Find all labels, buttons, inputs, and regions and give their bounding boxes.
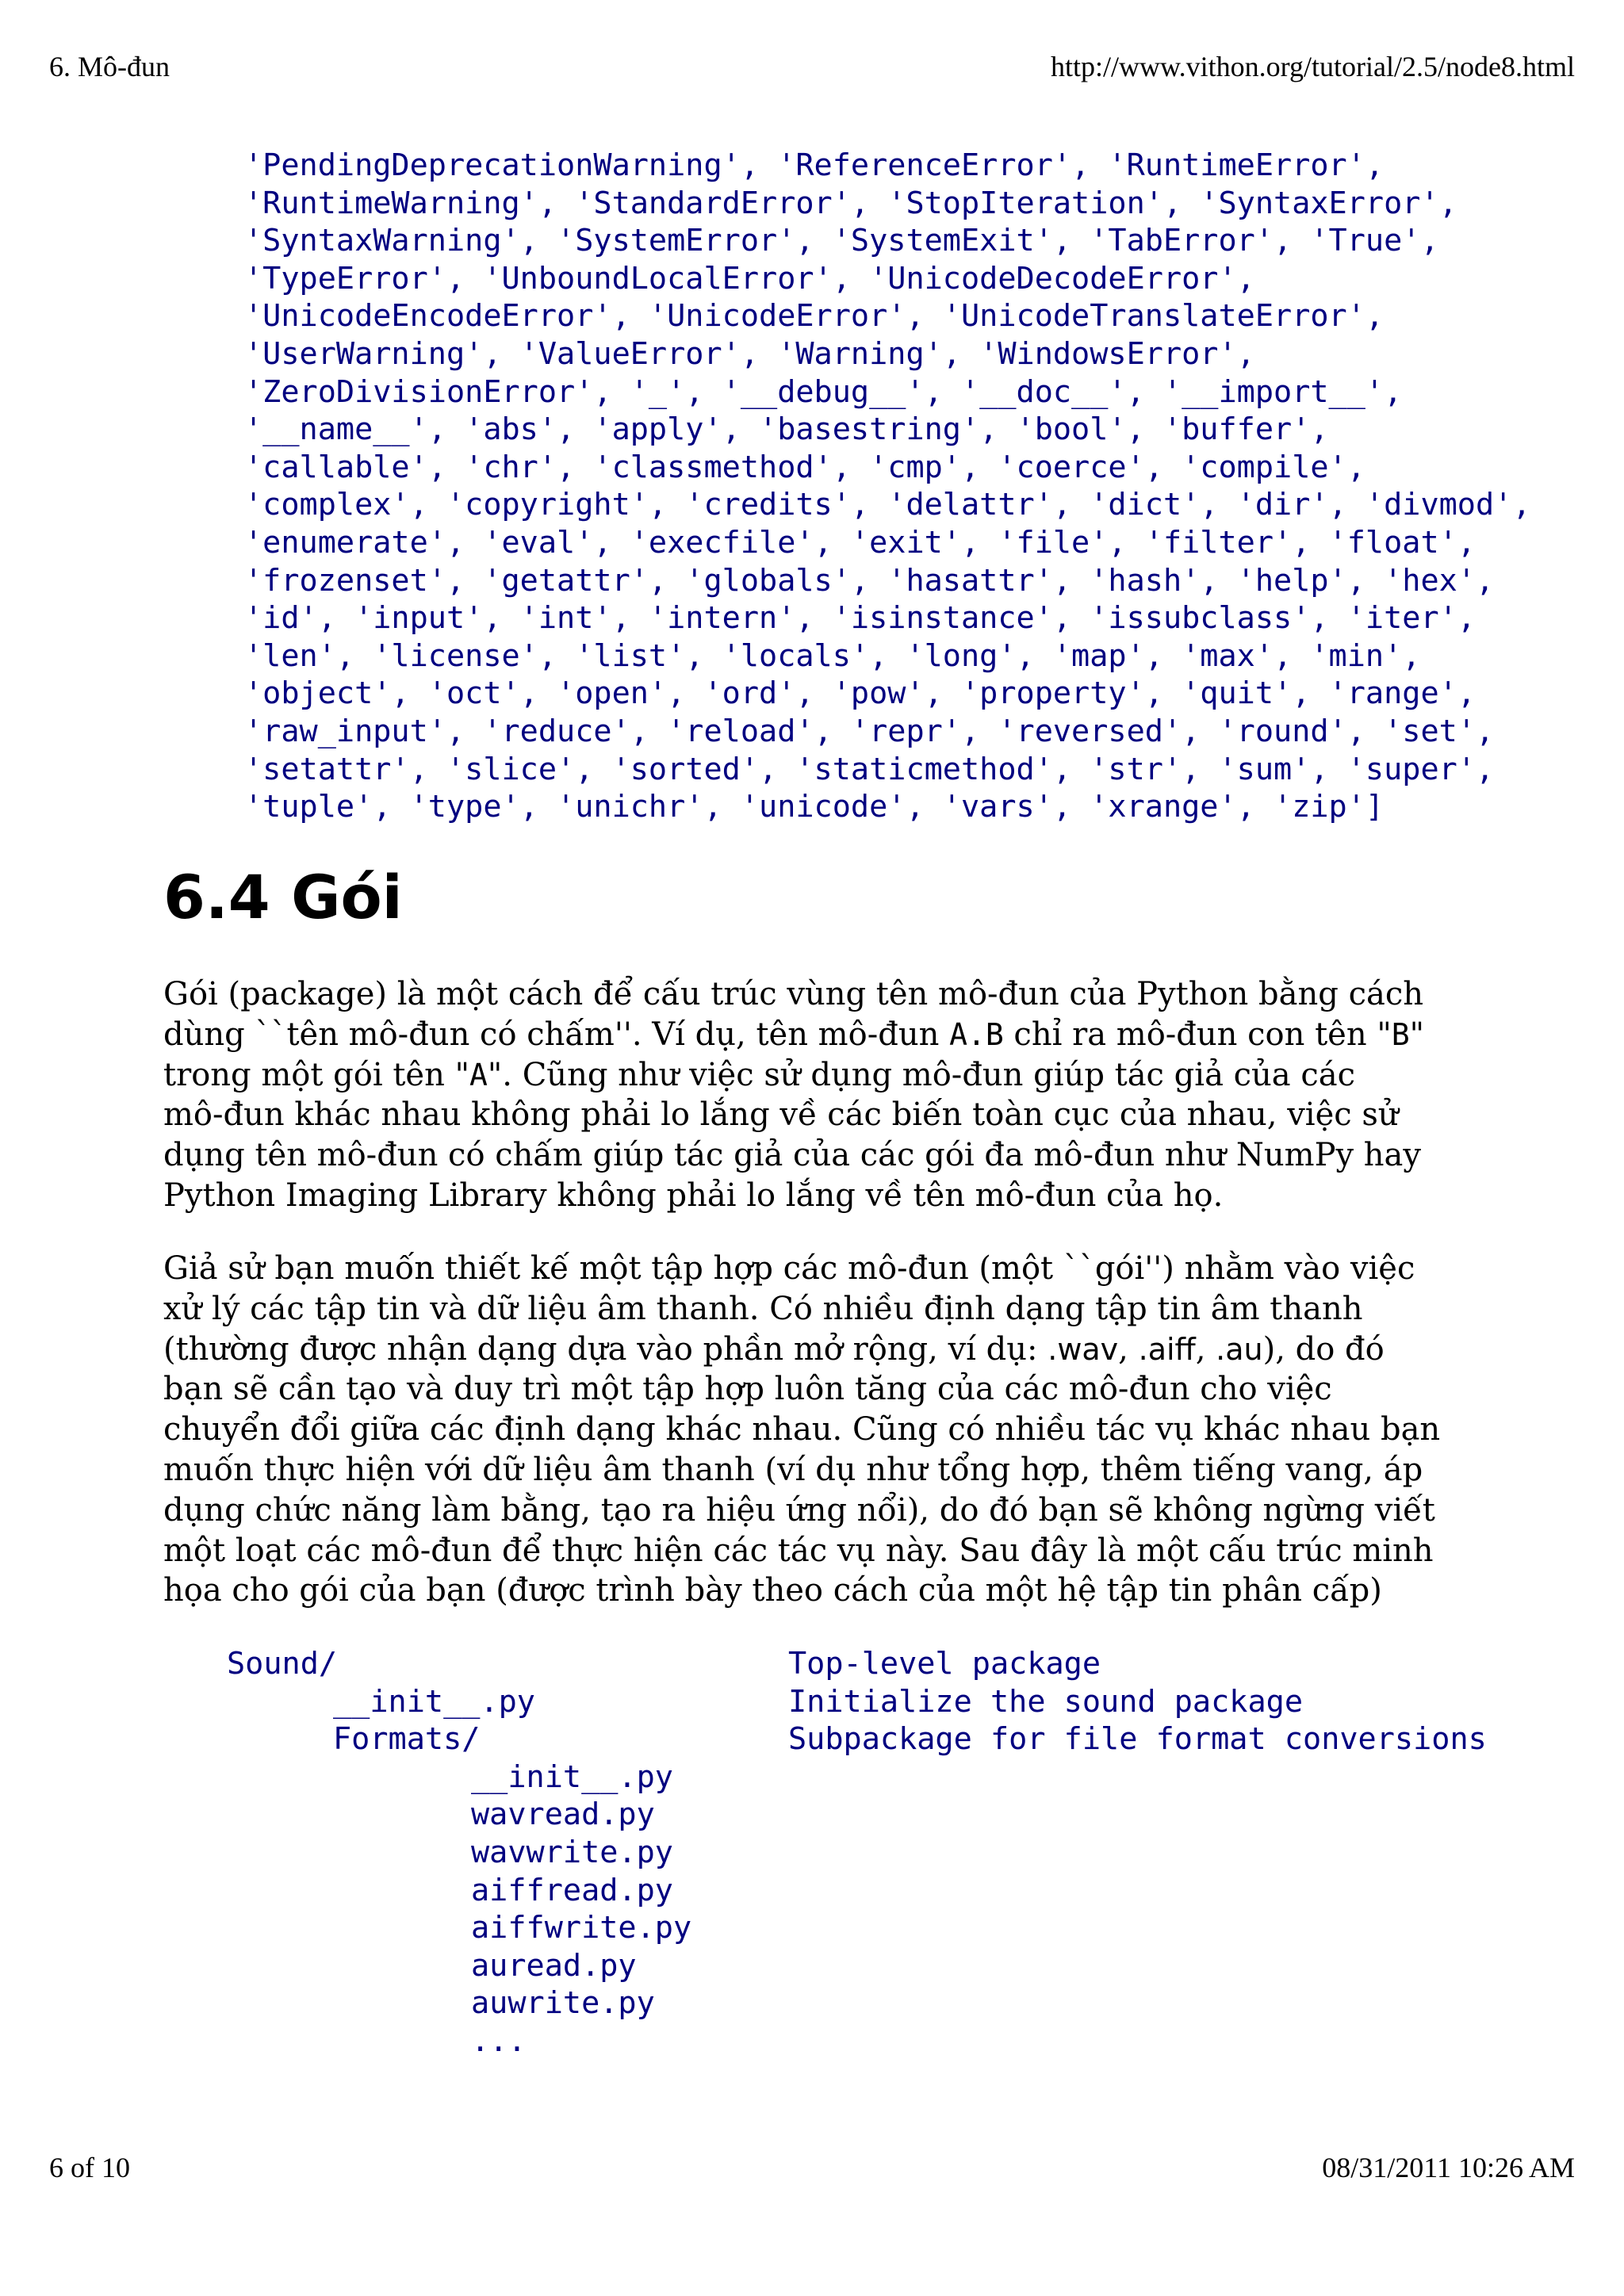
- code-line: 'setattr', 'slice', 'sorted', 'staticmethod', 'str', 'sum', 'super',: [244, 751, 1495, 787]
- code-line: 'len', 'license', 'list', 'locals', 'long', 'map', 'max', 'min',: [244, 637, 1421, 674]
- inline-code: A: [469, 1057, 488, 1093]
- page-header-url: http://www.vithon.org/tutorial/2.5/node8.html: [1051, 51, 1575, 82]
- tree-row: [0, 1683, 1624, 1721]
- text-run: trong một gói tên ": [163, 1056, 469, 1093]
- text-line: [163, 1330, 1496, 1370]
- text-run: ": [1409, 1016, 1425, 1053]
- code-line: 'ZeroDivisionError', '_', '__debug__', '__doc__', '__import__',: [244, 373, 1403, 410]
- text-run: chỉ ra mô-đun con tên ": [1003, 1016, 1392, 1053]
- text-line: Python Imaging Library không phải lo lắng về tên mô-đun của họ.: [163, 1177, 1224, 1214]
- tree-entry-name: __init__.py: [471, 1758, 673, 1795]
- code-line: 'frozenset', 'getattr', 'globals', 'hasattr', 'hash', 'help', 'hex',: [244, 562, 1495, 599]
- tree-entry-name: Sound/: [227, 1646, 338, 1682]
- code-line: 'PendingDeprecationWarning', 'ReferenceError', 'RuntimeError',: [244, 147, 1385, 183]
- tree-row: [0, 1758, 1624, 1797]
- page-number: 6 of 10: [49, 2152, 130, 2183]
- tree-entry-name: ...: [471, 2023, 527, 2059]
- text-line: Giả sử bạn muốn thiết kế một tập hợp các mô-đun (một ``gói'') nhằm vào việc: [163, 1250, 1415, 1287]
- tree-entry-name: aiffwrite.py: [471, 1910, 692, 1946]
- code-block-dir-output: [244, 147, 1531, 826]
- code-line: 'enumerate', 'eval', 'execfile', 'exit', 'file', 'filter', 'float',: [244, 524, 1476, 561]
- text-line: [163, 1055, 1496, 1096]
- text-run: ,: [1195, 1330, 1216, 1368]
- text-line: Gói (package) là một cách để cấu trúc vùng tên mô-đun của Python bằng cách: [163, 976, 1423, 1012]
- code-line: 'TypeError', 'UnboundLocalError', 'UnicodeDecodeError',: [244, 260, 1255, 297]
- text-line: mô-đun khác nhau không phải lo lắng về các biến toàn cục của nhau, việc sử: [163, 1096, 1399, 1134]
- text-line: dụng chức năng làm bằng, tạo ra hiệu ứng nổi), do đó bạn sẽ không ngừng viết: [163, 1491, 1435, 1529]
- page-header-title: 6. Mô-đun: [49, 51, 170, 82]
- text-line: xử lý các tập tin và dữ liệu âm thanh. Có nhiều định dạng tập tin âm thanh: [163, 1290, 1363, 1327]
- code-line: 'RuntimeWarning', 'StandardError', 'StopIteration', 'SyntaxError',: [244, 185, 1457, 221]
- paragraph-sound-example: [163, 1249, 1496, 1611]
- code-line: 'object', 'oct', 'open', 'ord', 'pow', 'property', 'quit', 'range',: [244, 675, 1476, 712]
- tree-entry-name: auwrite.py: [471, 1985, 655, 2022]
- tree-entry-name: wavwrite.py: [471, 1835, 673, 1870]
- code-line: 'raw_input', 'reduce', 'reload', 'repr', 'reversed', 'round', 'set',: [244, 713, 1495, 749]
- code-block-package-tree: [0, 1645, 1624, 2089]
- file-extension: .aiff: [1138, 1331, 1196, 1367]
- tree-row: [0, 1720, 1624, 1758]
- code-line: 'UnicodeEncodeError', 'UnicodeError', 'UnicodeTranslateError',: [244, 298, 1385, 335]
- tree-row: [0, 1796, 1624, 1834]
- print-timestamp: 08/31/2011 10:26 AM: [1322, 2152, 1575, 2183]
- code-line: 'complex', 'copyright', 'credits', 'delattr', 'dict', 'dir', 'divmod',: [244, 487, 1531, 523]
- tree-entry-name: wavread.py: [471, 1797, 655, 1833]
- text-line: dụng tên mô-đun có chấm giúp tác giả của các gói đa mô-đun như NumPy hay: [163, 1137, 1421, 1174]
- tree-row: [0, 1872, 1624, 1910]
- text-line: họa cho gói của bạn (được trình bày theo cách của một hệ tập tin phân cấp): [163, 1572, 1382, 1609]
- tree-entry-name: __init__.py: [333, 1683, 535, 1720]
- tree-entry-comment: Initialize the sound package: [788, 1683, 1304, 1720]
- text-run: (thường được nhận dạng dựa vào phần mở rộng, ví dụ:: [163, 1330, 1048, 1368]
- tree-entry-name: Formats/: [333, 1721, 481, 1758]
- text-line: muốn thực hiện với dữ liệu âm thanh (ví dụ như tổng hợp, thêm tiếng vang, áp: [163, 1451, 1423, 1488]
- text-line: chuyển đổi giữa các định dạng khác nhau. Cũng có nhiều tác vụ khác nhau bạn: [163, 1411, 1441, 1448]
- tree-row: [0, 1834, 1624, 1872]
- section-heading: 6.4 Gói: [163, 862, 403, 932]
- paragraph-packages-intro: [163, 974, 1496, 1216]
- text-line: một loạt các mô-đun để thực hiện các tác vụ này. Sau đây là một cấu trúc minh: [163, 1532, 1434, 1569]
- tree-entry-comment: Top-level package: [788, 1646, 1101, 1682]
- text-run: ), do đó: [1262, 1330, 1385, 1368]
- tree-row: [0, 1909, 1624, 1947]
- text-line: bạn sẽ cần tạo và duy trì một tập hợp luôn tăng của các mô-đun cho việc: [163, 1371, 1332, 1408]
- page-footer: [49, 2150, 1575, 2185]
- tree-row: [0, 1645, 1624, 1683]
- text-line: [163, 1015, 1496, 1055]
- text-run: ". Cũng như việc sử dụng mô-đun giúp tác giả của các: [487, 1056, 1356, 1093]
- tree-row: [0, 1984, 1624, 2022]
- text-run: ,: [1118, 1330, 1139, 1368]
- text-run: dùng ``tên mô-đun có chấm''. Ví dụ, tên mô-đun: [163, 1016, 950, 1053]
- inline-code: A.B: [949, 1016, 1004, 1052]
- file-extension: .wav: [1048, 1331, 1119, 1367]
- tree-entry-comment: Subpackage for file format conversions: [788, 1721, 1487, 1758]
- page-header: [49, 49, 1575, 84]
- file-extension: .au: [1216, 1331, 1263, 1367]
- code-line: '__name__', 'abs', 'apply', 'basestring', 'bool', 'buffer',: [244, 411, 1329, 448]
- tree-entry-name: auread.py: [471, 1947, 637, 1984]
- code-line: 'callable', 'chr', 'classmethod', 'cmp', 'coerce', 'compile',: [244, 449, 1365, 485]
- code-line: 'UserWarning', 'ValueError', 'Warning', 'WindowsError',: [244, 335, 1255, 372]
- inline-code: B: [1391, 1016, 1410, 1052]
- tree-row: [0, 2022, 1624, 2061]
- code-line: 'id', 'input', 'int', 'intern', 'isinstance', 'issubclass', 'iter',: [244, 600, 1476, 637]
- tree-entry-name: aiffread.py: [471, 1872, 673, 1908]
- code-line: 'tuple', 'type', 'unichr', 'unicode', 'vars', 'xrange', 'zip']: [244, 789, 1385, 825]
- code-line: 'SyntaxWarning', 'SystemError', 'SystemExit', 'TabError', 'True',: [244, 223, 1439, 259]
- tree-row: [0, 1947, 1624, 1985]
